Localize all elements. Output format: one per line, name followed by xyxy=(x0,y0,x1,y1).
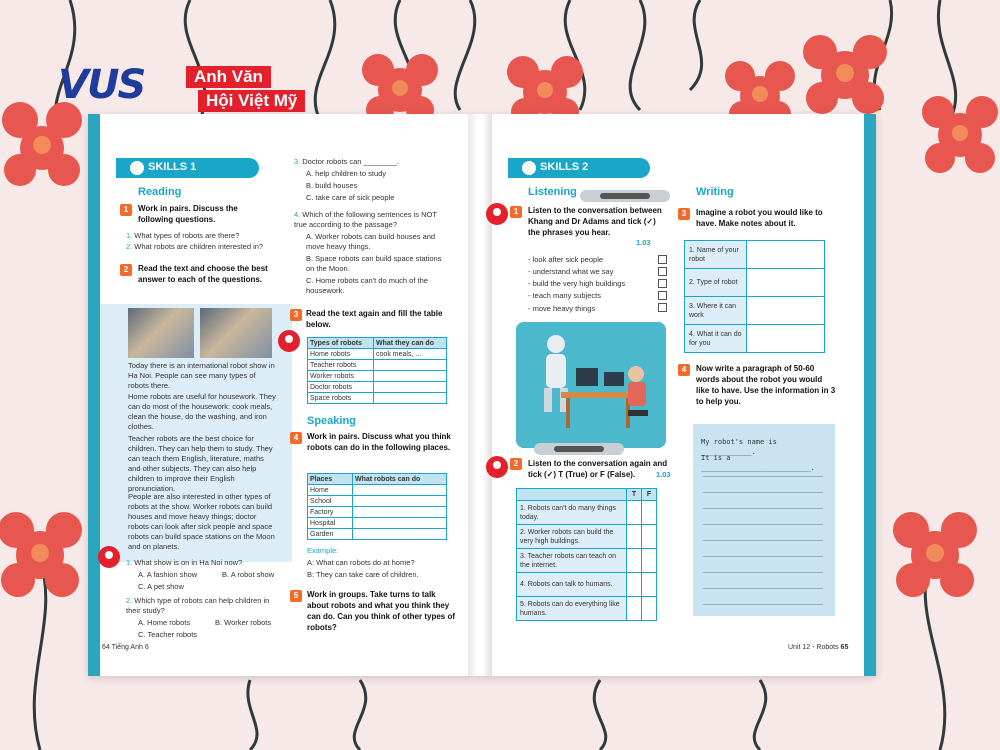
table-cell xyxy=(374,371,447,382)
logo-vus-text: VUS xyxy=(58,62,145,108)
mcq-2-option-a: A. Home robots xyxy=(138,618,191,627)
table-cell: Home xyxy=(308,485,353,496)
false-header: F xyxy=(642,489,657,501)
skills2-banner: SKILLS 2 xyxy=(508,158,650,178)
textbook-spread xyxy=(88,114,876,676)
mcq-4-option-a: A. Worker robots can build houses and move heavy things. xyxy=(306,232,436,251)
table-row xyxy=(308,349,447,360)
flower-icon xyxy=(0,512,82,597)
phrase-checkbox[interactable] xyxy=(658,255,667,264)
reading-passage-box xyxy=(100,304,292,562)
table-row xyxy=(308,529,447,540)
table-cell xyxy=(374,393,447,404)
mcq-3-question xyxy=(294,157,454,167)
mcq-4-question xyxy=(294,210,444,230)
table-row xyxy=(517,597,657,621)
mcq-4-option-b: B. Space robots can build space stations on the Moon. xyxy=(306,254,442,273)
right-page-footer xyxy=(788,644,848,651)
table-row xyxy=(685,241,825,269)
footer-unit: Unit 12 - Robots xyxy=(788,644,839,651)
table-cell: Hospital xyxy=(308,518,353,529)
writing-rule xyxy=(703,588,823,589)
statement-cell: 5. Robots can do everything like humans. xyxy=(517,597,627,621)
mcq-1-option-a: A. A fashion show xyxy=(138,570,198,579)
reading-task2-title: Read the text and choose the best answer to each of the questions. xyxy=(138,264,268,284)
places-table xyxy=(307,473,447,540)
table-row xyxy=(685,297,825,325)
flower-icon xyxy=(922,96,998,173)
audio-track-2: 1.03 xyxy=(656,470,671,479)
writing-rule xyxy=(703,492,823,493)
task-number-4: 4 xyxy=(678,364,690,376)
phrase-checkbox[interactable] xyxy=(658,267,667,276)
phrase-checkbox[interactable] xyxy=(658,279,667,288)
table-header: Places xyxy=(308,474,353,485)
skills1-banner: SKILLS 1 xyxy=(116,158,259,178)
note-label: 4. What it can do for you xyxy=(685,325,747,353)
audio-player[interactable] xyxy=(580,190,670,202)
speaking-heading: Speaking xyxy=(307,415,356,427)
answer-key-icon xyxy=(278,330,300,352)
robot-types-table xyxy=(307,337,447,404)
example-label: Example: xyxy=(307,546,339,555)
flower-icon xyxy=(2,102,82,186)
flower-icon xyxy=(893,512,977,597)
mcq-2-option-b: B. Worker robots xyxy=(215,618,272,627)
table-cell: Teacher robots xyxy=(308,360,374,371)
mcq-2-text: Which type of robots can help children in their study? xyxy=(126,596,270,615)
audio-track-1: 1.03 xyxy=(636,238,651,247)
mcq-1-option-c: C. A pet show xyxy=(138,582,184,591)
statement-cell: 2. Worker robots can build the very high buildings. xyxy=(517,525,627,549)
passage-paragraph-3: Teacher robots are the best choice for children. They can help them to study. They can teach them English, literature, maths and other subjects. They can also help children to improve their English pronunciation. xyxy=(128,434,273,493)
note-input[interactable] xyxy=(747,297,825,325)
right-page-edge xyxy=(864,114,876,676)
table-row xyxy=(517,573,657,597)
mcq-3-number: 3. xyxy=(294,157,301,166)
writing-rule xyxy=(703,524,823,525)
table-cell: Factory xyxy=(308,507,353,518)
task-number-2: 2 xyxy=(510,458,522,470)
mcq-3-text: Doctor robots can ________. xyxy=(302,157,399,166)
footer-page-number: 65 xyxy=(840,644,849,651)
robot-office-illustration xyxy=(516,322,666,448)
false-checkbox[interactable] xyxy=(642,549,657,573)
task5-title: Work in groups. Take turns to talk about robots and what you think they can do. Can you think of other types of robots? xyxy=(307,590,456,632)
table-row xyxy=(308,485,447,496)
mcq-3-option-c: C. take care of sick people xyxy=(306,193,395,202)
note-label: 3. Where it can work xyxy=(685,297,747,325)
true-checkbox[interactable] xyxy=(627,573,642,597)
writing-rule xyxy=(703,508,823,509)
table-header: Types of robots xyxy=(308,338,374,349)
mcq-2-question xyxy=(126,596,276,616)
true-header: T xyxy=(627,489,642,501)
left-page-edge xyxy=(88,114,100,676)
true-checkbox[interactable] xyxy=(627,501,642,525)
writing-paper[interactable] xyxy=(693,424,835,616)
false-checkbox[interactable] xyxy=(642,501,657,525)
q1-item-1-text: What types of robots are there? xyxy=(134,231,240,240)
table-row xyxy=(517,525,657,549)
table-cell: cook meals, ... xyxy=(374,349,447,360)
robot-doctor-icon xyxy=(516,322,666,448)
table-cell: Worker robots xyxy=(308,371,374,382)
phrase-item: - look after sick people xyxy=(528,255,604,264)
writing-rule xyxy=(703,572,823,573)
writing-rule xyxy=(703,540,823,541)
mcq-2-option-c: C. Teacher robots xyxy=(138,630,198,639)
table-cell: School xyxy=(308,496,353,507)
task-number-1: 1 xyxy=(120,204,132,216)
true-false-table xyxy=(516,488,657,621)
mcq-1-number: 1. xyxy=(126,558,133,567)
table-row xyxy=(308,496,447,507)
note-input[interactable] xyxy=(747,269,825,297)
writing-task3-title: Imagine a robot you would like to have. Make notes about it. xyxy=(696,208,823,228)
table-row xyxy=(308,382,447,393)
reading-q1-item-1 xyxy=(126,231,291,241)
task-number-3: 3 xyxy=(290,309,302,321)
task-number-4: 4 xyxy=(290,432,302,444)
mcq-4-number: 4. xyxy=(294,210,301,219)
table-row xyxy=(308,393,447,404)
table-cell: Garden xyxy=(308,529,353,540)
reading-task1-title: Work in pairs. Discuss the following questions. xyxy=(138,204,238,224)
table-header: What robots can do xyxy=(353,474,447,485)
phrase-item: - move heavy things xyxy=(528,304,596,313)
table-cell: Home robots xyxy=(308,349,374,360)
table-row xyxy=(308,518,447,529)
phrase-item: - understand what we say xyxy=(528,267,614,276)
q1-item-number-1: 1. xyxy=(126,231,133,240)
note-label: 2. Type of robot xyxy=(685,269,747,297)
writing-line-2: It is a __________________________. xyxy=(701,454,815,472)
mcq-1-question xyxy=(126,558,291,568)
mcq-1-option-b: B. A robot show xyxy=(222,570,275,579)
statement-cell: 3. Teacher robots can teach on the internet. xyxy=(517,549,627,573)
mcq-3-option-a: A. help children to study xyxy=(306,169,387,178)
reading-q1-item-2 xyxy=(126,242,291,252)
table-row xyxy=(685,269,825,297)
mcq-1-text: What show is on in Ha Noi now? xyxy=(134,558,243,567)
robot-show-photo-1 xyxy=(128,308,194,358)
writing-line-1: My robot's name is ____________. xyxy=(701,438,777,456)
answer-key-icon xyxy=(486,203,508,225)
table-row xyxy=(517,501,657,525)
brand-logo xyxy=(58,62,348,112)
example-line-a: A: What can robots do at home? xyxy=(307,558,415,567)
q1-item-2-text: What robots are children interested in? xyxy=(134,242,264,251)
phrase-item: - teach many subjects xyxy=(528,291,601,300)
table-header: What they can do xyxy=(374,338,447,349)
table-cell: Doctor robots xyxy=(308,382,374,393)
note-label: 1. Name of your robot xyxy=(685,241,747,269)
statement-cell: 1. Robots can't do many things today. xyxy=(517,501,627,525)
statement-cell: 4. Robots can talk to humans. xyxy=(517,573,627,597)
true-checkbox[interactable] xyxy=(627,549,642,573)
answer-key-icon xyxy=(98,546,120,568)
task-number-5: 5 xyxy=(290,590,302,602)
book-spine xyxy=(468,114,492,676)
task-number-2: 2 xyxy=(120,264,132,276)
table-cell: Space robots xyxy=(308,393,374,404)
example-line-b: B: They can take care of children. xyxy=(307,570,419,579)
robot-show-photo-2 xyxy=(200,308,272,358)
audio-player[interactable] xyxy=(534,443,624,455)
brand-name-line1: Anh Văn xyxy=(186,66,271,88)
passage-paragraph-1: Today there is an international robot show in Ha Noi. People can see many types of robots there. xyxy=(128,361,275,390)
robot-notes-table xyxy=(684,240,825,353)
note-input[interactable] xyxy=(747,241,825,269)
phrase-checkbox[interactable] xyxy=(658,303,667,312)
mcq-2-number: 2. xyxy=(126,596,133,605)
passage-paragraph-2: Home robots are useful for housework. They can do most of the housework: cook meals, clean the house, do the washing, and iron clothes. xyxy=(128,392,276,431)
listening-heading: Listening xyxy=(528,186,577,198)
answer-key-icon xyxy=(486,456,508,478)
task-number-1: 1 xyxy=(510,206,522,218)
table-row xyxy=(308,360,447,371)
table-row xyxy=(308,507,447,518)
false-checkbox[interactable] xyxy=(642,525,657,549)
table-row xyxy=(308,371,447,382)
reading-heading: Reading xyxy=(138,186,182,198)
writing-rule xyxy=(703,604,823,605)
false-checkbox[interactable] xyxy=(642,597,657,621)
left-page-footer: 64 Tiếng Anh 6 xyxy=(102,644,149,651)
task3-title: Read the text again and fill the table below. xyxy=(306,309,443,329)
task4-title: Work in pairs. Discuss what you think robots can do in the following places. xyxy=(307,432,451,452)
table-cell xyxy=(374,360,447,371)
mcq-4-option-c: C. Home robots can't do much of the housework. xyxy=(306,276,428,295)
listening-task1-title: Listen to the conversation between Khang and Dr Adams and tick (✓) the phrases you hear. xyxy=(528,206,662,237)
true-checkbox[interactable] xyxy=(627,597,642,621)
writing-rule xyxy=(703,556,823,557)
phrase-checkbox[interactable] xyxy=(658,291,667,300)
phrase-item: - build the very high buildings xyxy=(528,279,626,288)
false-checkbox[interactable] xyxy=(642,573,657,597)
listening-task2-title: Listen to the conversation again and tick (✓) T (True) or F (False). xyxy=(528,459,668,479)
brand-name-line2: Hội Việt Mỹ xyxy=(198,90,305,112)
q1-item-number-2: 2. xyxy=(126,242,133,251)
true-checkbox[interactable] xyxy=(627,525,642,549)
writing-heading: Writing xyxy=(696,186,734,198)
table-cell xyxy=(374,382,447,393)
table-row xyxy=(685,325,825,353)
writing-rule xyxy=(703,476,823,477)
mcq-3-option-b: B. build houses xyxy=(306,181,358,190)
table-row xyxy=(517,549,657,573)
writing-task4-title: Now write a paragraph of 50-60 words about the robot you would like to have. Use the information in 3 to help you. xyxy=(696,364,836,406)
passage-paragraph-4: People are also interested in other types of robots at the show. Worker robots can build houses and move heavy things; doctor robots can look after sick people and space robots can build space stations on the Moon and on planets. xyxy=(128,492,275,551)
task-number-3: 3 xyxy=(678,208,690,220)
note-input[interactable] xyxy=(747,325,825,353)
mcq-4-text: Which of the following sentences is NOT true according to the passage? xyxy=(294,210,437,229)
